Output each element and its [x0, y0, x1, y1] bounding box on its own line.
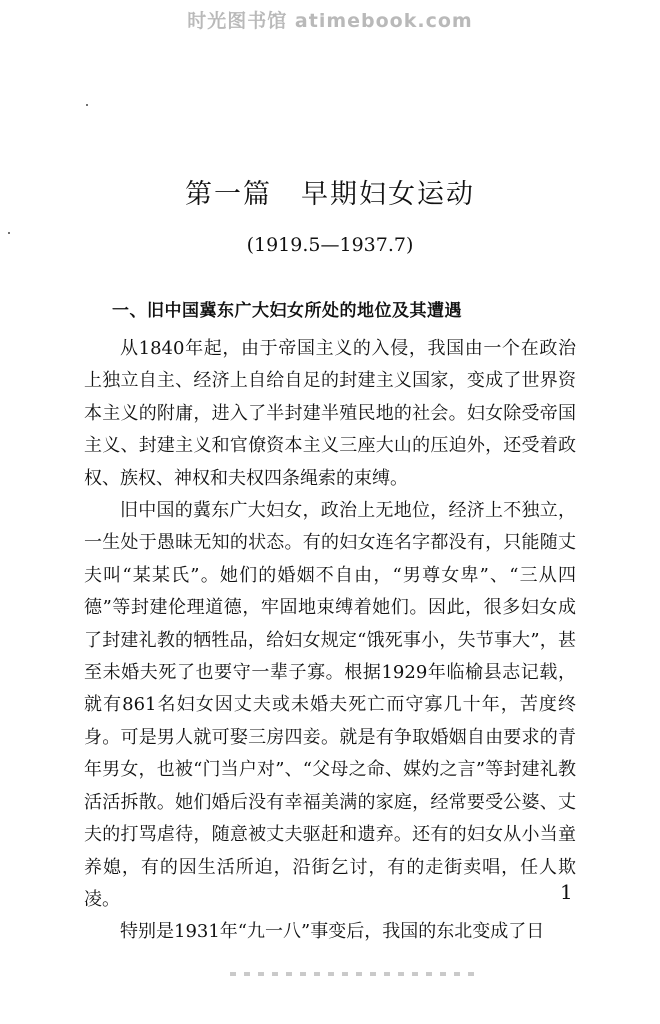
- period-subtitle: (1919.5—1937.7): [246, 234, 414, 256]
- watermark: 时光图书馆 atimebook.com: [187, 10, 473, 32]
- body-text: [84, 333, 576, 949]
- section-heading: 一、旧中国冀东广大妇女所处的地位及其遭遇: [112, 301, 462, 321]
- chapter-title: 第一篇 早期妇女运动: [185, 179, 475, 210]
- paragraph: 特别是1931年“九一八”事变后，我国的东北变成了日: [120, 921, 545, 943]
- scan-speck: [86, 104, 88, 106]
- page-number: 1: [560, 880, 573, 904]
- paragraph: 从1840年起，由于帝国主义的入侵，我国由一个在政治上独立自主、经济上自给自足的封建主义国家，变成了世界资本主义的附庸，进入了半封建半殖民地的社会。妇女除受帝国主义、封建主义和官僚资本主义三座大山的压迫外，还受着政权、族权、神权和夫权四条绳索的束缚。: [84, 338, 576, 489]
- scan-smudge: [230, 972, 480, 976]
- paragraph: 旧中国的冀东广大妇女，政治上无地位，经济上不独立，一生处于愚昧无知的状态。有的妇女连名字都没有，只能随丈夫叫“某某氏”。她们的婚姻不自由，“男尊女卑”、“三从四德”等封建伦理道德，牢固地束缚着她们。因此，很多妇女成了封建礼教的牺牲品，给妇女规定“饿死事小，失节事大”，甚至未婚夫死了也要守一辈子寡。根据1929年临榆县志记载，就有861名妇女因丈夫或未婚夫死亡而守寡几十年，苦度终身。可是男人就可娶三房四妾。就是有争取婚姻自由要求的青年男女，也被“门当户对”、“父母之命、媒妁之言”等封建礼教活活拆散。她们婚后没有幸福美满的家庭，经常要受公婆、丈夫的打骂虐待，随意被丈夫驱赶和遗弃。还有的妇女从小当童养媳，有的因生活所迫，沿街乞讨，有的走街卖唱，任人欺凌。: [84, 500, 576, 910]
